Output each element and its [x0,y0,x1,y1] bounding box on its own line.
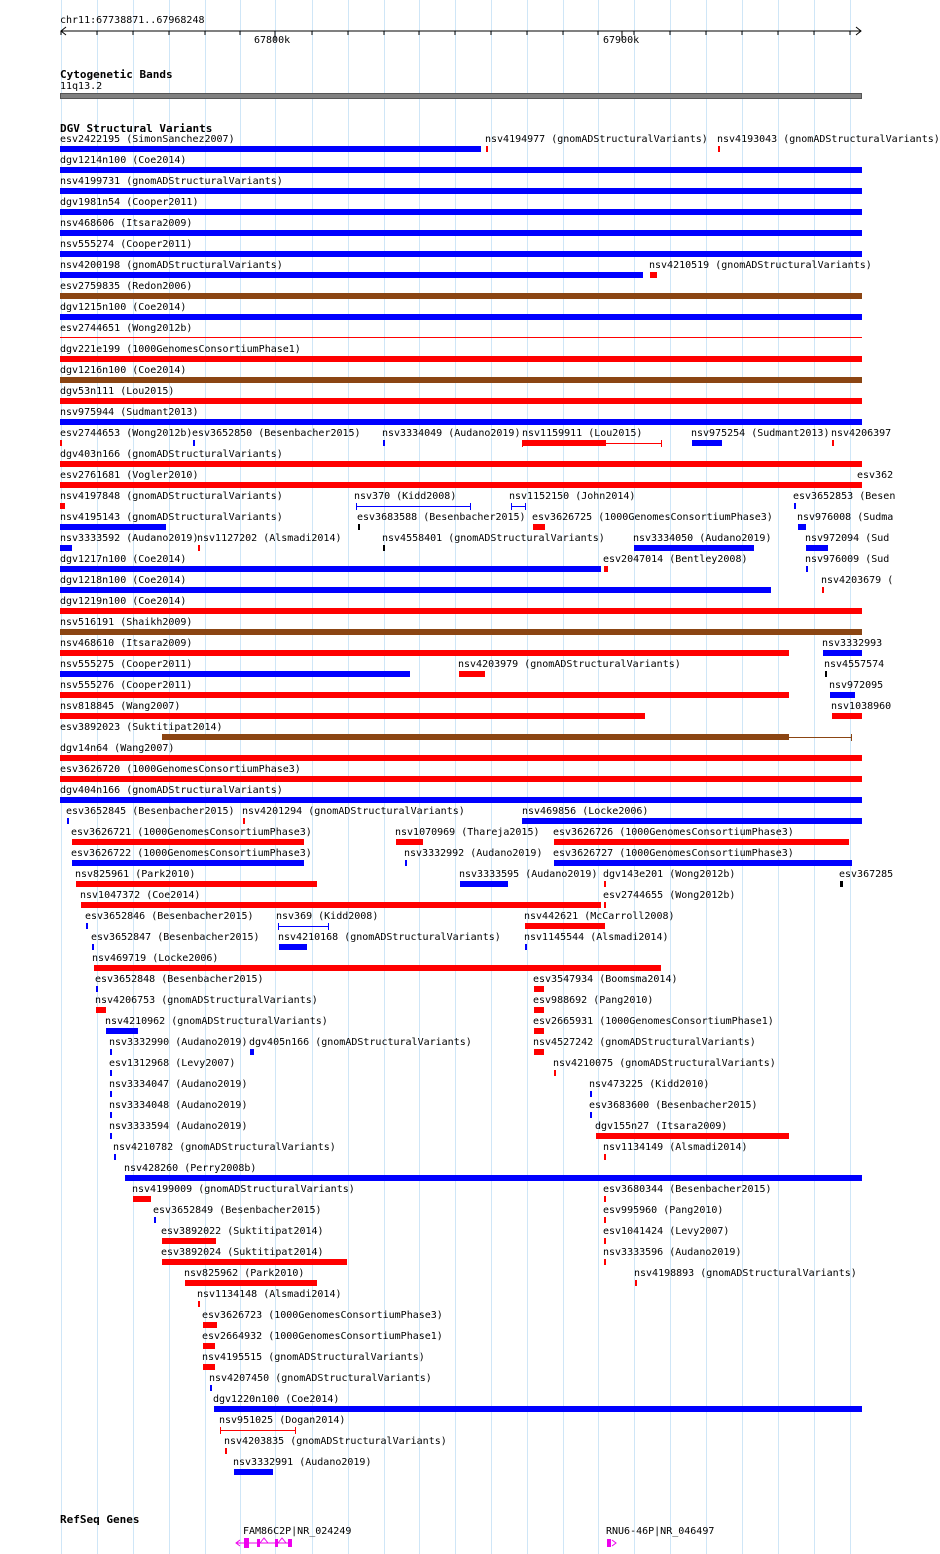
variant-label: dgv1215n100 (Coe2014) [60,302,187,313]
variant-bar[interactable] [60,713,645,719]
variant-label: dgv143e201 (Wong2012b) [603,869,736,880]
variant-bar[interactable] [60,587,771,593]
ruler-location: chr11:67738871..67968248 [60,15,205,26]
variant-bar[interactable] [81,902,601,908]
variant-bar[interactable] [554,839,849,845]
variant-bar[interactable] [60,188,862,194]
variant-bar[interactable] [60,293,862,299]
variant-bar[interactable] [554,860,852,866]
variant-bar[interactable] [60,545,72,551]
variant-label: nsv3332990 (Audano2019) [109,1037,248,1048]
variant-bar[interactable] [234,1469,273,1475]
variant-bar[interactable] [806,545,828,551]
variant-label: nsv3333595 (Audano2019) [459,869,598,880]
variant-bar[interactable] [604,1196,606,1202]
variant-span-cap[interactable] [356,503,357,510]
variant-bar[interactable] [857,482,862,488]
variant-bar[interactable] [822,587,824,593]
variant-bar[interactable] [825,671,827,677]
variant-label: nsv468610 (Itsara2009) [60,638,193,649]
variant-bar[interactable] [60,671,410,677]
variant-bar[interactable] [60,482,857,488]
variant-label: esv3652849 (Besenbacher2015) [153,1205,322,1216]
variant-label: nsv1038960 [831,701,892,712]
variant-bar[interactable] [522,818,862,824]
variant-span-cap[interactable] [511,503,512,510]
variant-bar[interactable] [806,566,808,572]
variant-bar[interactable] [110,1133,112,1139]
variant-bar[interactable] [534,1028,544,1034]
variant-bar[interactable] [525,944,527,950]
variant-bar[interactable] [60,524,166,530]
variant-label: esv1312968 (Levy2007) [109,1058,236,1069]
variant-label: nsv975254 (Sudmant2013) [691,428,830,439]
variant-bar[interactable] [133,1196,151,1202]
variant-bar[interactable] [830,692,855,698]
variant-bar[interactable] [650,272,657,278]
variant-bar[interactable] [110,1112,112,1118]
variant-label: nsv3333594 (Audano2019) [109,1121,248,1132]
variant-label: nsv1047372 (Coe2014) [80,890,201,901]
variant-label: nsv3334050 (Audano2019) [633,533,772,544]
variant-bar[interactable] [590,1091,592,1097]
variant-label: esv3626726 (1000GenomesConsortiumPhase3) [553,827,794,838]
variant-span-cap[interactable] [278,923,279,930]
variant-bar[interactable] [203,1343,215,1349]
variant-bar[interactable] [823,650,862,656]
variant-bar[interactable] [396,839,423,845]
variant-label: nsv4198893 (gnomADStructuralVariants) [634,1268,857,1279]
variant-bar[interactable] [794,503,796,509]
variant-bar[interactable] [604,1238,606,1244]
variant-label: nsv4199731 (gnomADStructuralVariants) [60,176,283,187]
variant-bar[interactable] [60,797,862,803]
variant-bar[interactable] [60,692,789,698]
gene-label: FAM86C2P|NR_024249 [243,1526,352,1537]
variant-label: dgv155n27 (Itsara2009) [595,1121,728,1132]
cytoband-bar[interactable] [60,93,862,99]
variant-label: nsv4557574 [824,659,885,670]
variant-bar[interactable] [125,1175,862,1181]
variant-bar[interactable] [110,1091,112,1097]
variant-bar[interactable] [203,1322,217,1328]
variant-bar[interactable] [72,839,304,845]
variant-label: nsv468606 (Itsara2009) [60,218,193,229]
variant-bar[interactable] [60,755,862,761]
variant-label: esv3683600 (Besenbacher2015) [589,1100,758,1111]
variant-bar[interactable] [405,860,407,866]
variant-label: esv3626722 (1000GenomesConsortiumPhase3) [71,848,312,859]
variant-label: nsv4200198 (gnomADStructuralVariants) [60,260,283,271]
variant-label: esv2744653 (Wong2012b) [60,428,193,439]
variant-bar[interactable] [60,608,862,614]
variant-bar[interactable] [692,440,722,446]
variant-bar[interactable] [106,1028,138,1034]
variant-label: nsv972094 (Sud [805,533,890,544]
variant-label: esv2664932 (1000GenomesConsortiumPhase1) [202,1331,443,1342]
variant-bar[interactable] [590,1112,592,1118]
variant-label: nsv442621 (McCarroll2008) [524,911,675,922]
variant-bar[interactable] [76,881,317,887]
variant-span-cap[interactable] [851,734,852,741]
variant-label: esv2744655 (Wong2012b) [603,890,736,901]
variant-label: nsv4203979 (gnomADStructuralVariants) [458,659,681,670]
variant-bar[interactable] [459,671,485,677]
variant-bar[interactable] [110,1049,112,1055]
variant-label: nsv1152150 (John2014) [509,491,636,502]
variant-label: esv3652853 (Besen [793,491,896,502]
variant-bar[interactable] [604,1154,606,1160]
variant-bar[interactable] [162,1238,216,1244]
variant-bar[interactable] [60,419,862,425]
variant-label: dgv1220n100 (Coe2014) [213,1394,340,1405]
variant-label: esv2744651 (Wong2012b) [60,323,193,334]
variant-bar[interactable] [96,986,98,992]
variant-span-line[interactable] [356,506,471,507]
variant-label: esv3652845 (Besenbacher2015) [66,806,235,817]
variant-label: esv2047014 (Bentley2008) [603,554,748,565]
variant-label: esv3652850 (Besenbacher2015) [192,428,361,439]
variant-label: dgv14n64 (Wang2007) [60,743,175,754]
variant-label: esv3652847 (Besenbacher2015) [91,932,260,943]
variant-bar[interactable] [635,1280,637,1286]
variant-bar[interactable] [60,398,862,404]
variant-label: nsv1070969 (Thareja2015) [395,827,540,838]
variant-label: nsv825961 (Park2010) [75,869,196,880]
variant-label: nsv555275 (Cooper2011) [60,659,193,670]
variant-label: nsv1159911 (Lou2015) [522,428,643,439]
variant-bar[interactable] [203,1364,215,1370]
variant-label: esv2761681 (Vogler2010) [60,470,199,481]
variant-bar[interactable] [214,1406,862,1412]
variant-bar[interactable] [383,545,385,551]
variant-label: nsv4210075 (gnomADStructuralVariants) [553,1058,776,1069]
dgv-track-title: DGV Structural Variants [60,122,213,135]
variant-bar[interactable] [185,1280,317,1286]
variant-span-line[interactable] [220,1430,296,1431]
variant-bar[interactable] [358,524,360,530]
variant-label: nsv972095 [829,680,884,691]
variant-bar[interactable] [60,209,862,215]
variant-bar[interactable] [198,545,200,551]
variant-bar[interactable] [604,1217,606,1223]
variant-bar[interactable] [60,377,862,383]
gene-model-rnu6-46p[interactable] [604,1536,624,1550]
variant-bar[interactable] [533,524,545,530]
variant-bar[interactable] [840,881,843,887]
variant-label: esv3626725 (1000GenomesConsortiumPhase3) [532,512,773,523]
variant-label: esv3626721 (1000GenomesConsortiumPhase3) [71,827,312,838]
cytoband-label: 11q13.2 [60,81,103,92]
variant-bar[interactable] [60,776,862,782]
variant-label: nsv1127202 (Alsmadi2014) [197,533,342,544]
variant-bar[interactable] [279,944,307,950]
variant-label: nsv1145544 (Alsmadi2014) [524,932,669,943]
variant-bar[interactable] [60,629,862,635]
variant-label: esv3892022 (Suktitipat2014) [161,1226,324,1237]
variant-span-cap[interactable] [328,923,329,930]
variant-label: nsv473225 (Kidd2010) [589,1079,710,1090]
variant-label: esv362 [857,470,894,481]
variant-bar[interactable] [154,1217,156,1223]
variant-label: nsv4210519 (gnomADStructuralVariants) [649,260,872,271]
variant-bar[interactable] [60,566,601,572]
variant-label: nsv370 (Kidd2008) [354,491,457,502]
variant-label: nsv825962 (Park2010) [184,1268,305,1279]
variant-label: dgv221e199 (1000GenomesConsortiumPhase1) [60,344,301,355]
variant-label: nsv4201294 (gnomADStructuralVariants) [242,806,465,817]
variant-bar[interactable] [72,860,304,866]
variant-bar[interactable] [162,734,789,740]
variant-bar[interactable] [604,566,608,572]
variant-bar[interactable] [525,923,605,929]
variant-label: nsv4195143 (gnomADStructuralVariants) [60,512,283,523]
variant-label: nsv3333596 (Audano2019) [603,1247,742,1258]
variant-bar[interactable] [96,1007,106,1013]
variant-label: nsv976008 (Sudma [797,512,894,523]
variant-span-cap[interactable] [295,1427,296,1434]
variant-label: nsv555276 (Cooper2011) [60,680,193,691]
gene-label: RNU6-46P|NR_046497 [606,1526,715,1537]
variant-bar[interactable] [250,1049,254,1055]
variant-label: dgv404n166 (gnomADStructuralVariants) [60,785,283,796]
variant-bar[interactable] [604,902,606,908]
variant-label: nsv1134149 (Alsmadi2014) [603,1142,748,1153]
variant-label: nsv4203835 (gnomADStructuralVariants) [224,1436,447,1447]
variant-label: dgv403n166 (gnomADStructuralVariants) [60,449,283,460]
variant-bar[interactable] [383,440,385,446]
variant-label: dgv53n111 (Lou2015) [60,386,175,397]
variant-bar[interactable] [534,1007,544,1013]
variant-label: esv3680344 (Besenbacher2015) [603,1184,772,1195]
variant-label: nsv4210962 (gnomADStructuralVariants) [105,1016,328,1027]
variant-bar[interactable] [60,650,789,656]
variant-label: nsv4210782 (gnomADStructuralVariants) [113,1142,336,1153]
variant-bar[interactable] [604,1259,606,1265]
cytoband-track-title: Cytogenetic Bands [60,68,173,81]
variant-bar[interactable] [67,818,69,824]
variant-span-cap[interactable] [661,440,662,447]
variant-label: nsv4203679 ( [821,575,894,586]
variant-label: dgv1981n54 (Cooper2011) [60,197,199,208]
variant-bar[interactable] [60,461,862,467]
refseq-track-title: RefSeq Genes [60,1513,140,1526]
variant-span-cap[interactable] [220,1427,221,1434]
variant-label: nsv4207450 (gnomADStructuralVariants) [209,1373,432,1384]
variant-label: nsv951025 (Dogan2014) [219,1415,346,1426]
variant-bar[interactable] [486,146,488,152]
variant-bar[interactable] [60,356,862,362]
variant-bar[interactable] [596,1133,789,1139]
variant-bar[interactable] [798,524,806,530]
variant-bar[interactable] [534,986,544,992]
variant-label: nsv3332991 (Audano2019) [233,1457,372,1468]
variant-label: nsv975944 (Sudmant2013) [60,407,199,418]
variant-label: nsv4195515 (gnomADStructuralVariants) [202,1352,425,1363]
variant-bar[interactable] [60,251,862,257]
variant-label: nsv3334049 (Audano2019) [382,428,521,439]
variant-span-line[interactable] [789,737,852,738]
variant-bar[interactable] [554,1070,556,1076]
variant-label: esv995960 (Pang2010) [603,1205,724,1216]
variant-label: nsv3332993 [822,638,883,649]
variant-label: esv2422195 (SimonSanchez2007) [60,134,235,145]
variant-label: esv3626727 (1000GenomesConsortiumPhase3) [553,848,794,859]
variant-label: nsv469856 (Locke2006) [522,806,649,817]
variant-label: nsv1134148 (Alsmadi2014) [197,1289,342,1300]
ruler-tick-label: 67900k [603,35,640,46]
variant-bar[interactable] [94,965,661,971]
variant-bar[interactable] [210,1385,212,1391]
variant-label: nsv976009 (Sud [805,554,890,565]
variant-label: nsv4527242 (gnomADStructuralVariants) [533,1037,756,1048]
variant-bar[interactable] [60,146,481,152]
variant-bar[interactable] [534,1049,544,1055]
variant-bar[interactable] [162,1259,347,1265]
variant-bar[interactable] [832,713,862,719]
variant-label: dgv1218n100 (Coe2014) [60,575,187,586]
variant-label: nsv818845 (Wang2007) [60,701,181,712]
variant-label: nsv4558401 (gnomADStructuralVariants) [382,533,605,544]
variant-label: esv3626720 (1000GenomesConsortiumPhase3) [60,764,301,775]
variant-bar[interactable] [92,944,94,950]
variant-label: nsv4194977 (gnomADStructuralVariants) [485,134,708,145]
variant-bar[interactable] [193,440,195,446]
variant-bar[interactable] [522,440,606,446]
variant-label: dgv1219n100 (Coe2014) [60,596,187,607]
variant-bar[interactable] [225,1448,227,1454]
variant-span-line[interactable] [511,506,526,507]
variant-label: nsv4197848 (gnomADStructuralVariants) [60,491,283,502]
variant-bar[interactable] [114,1154,116,1160]
variant-bar[interactable] [832,440,834,446]
variant-span-line[interactable] [278,926,329,927]
variant-label: esv367285 [839,869,894,880]
variant-label: dgv1214n100 (Coe2014) [60,155,187,166]
variant-bar[interactable] [110,1070,112,1076]
variant-bar[interactable] [634,545,754,551]
variant-bar[interactable] [60,440,62,446]
variant-bar[interactable] [198,1301,200,1307]
variant-bar[interactable] [60,314,862,320]
variant-label: dgv1217n100 (Coe2014) [60,554,187,565]
variant-label: nsv4206397 [831,428,892,439]
gene-model-fam86c2p[interactable] [230,1536,310,1550]
variant-label: nsv555274 (Cooper2011) [60,239,193,250]
variant-label: nsv469719 (Locke2006) [92,953,219,964]
variant-span-cap[interactable] [525,503,526,510]
variant-label: nsv369 (Kidd2008) [276,911,379,922]
variant-label: esv3652848 (Besenbacher2015) [95,974,264,985]
variant-label: nsv3332992 (Audano2019) [404,848,543,859]
variant-label: esv3626723 (1000GenomesConsortiumPhase3) [202,1310,443,1321]
variant-bar[interactable] [86,923,88,929]
variant-bar[interactable] [60,167,862,173]
variant-bar[interactable] [60,230,862,236]
variant-label: esv988692 (Pang2010) [533,995,654,1006]
variant-label: nsv516191 (Shaikh2009) [60,617,193,628]
variant-label: dgv1216n100 (Coe2014) [60,365,187,376]
variant-label: esv1041424 (Levy2007) [603,1226,730,1237]
variant-label: nsv4210168 (gnomADStructuralVariants) [278,932,501,943]
variant-bar[interactable] [718,146,720,152]
variant-label: nsv3334048 (Audano2019) [109,1100,248,1111]
variant-bar[interactable] [460,881,508,887]
variant-label: nsv3334047 (Audano2019) [109,1079,248,1090]
variant-bar[interactable] [60,272,643,278]
variant-label: esv2665931 (1000GenomesConsortiumPhase1) [533,1016,774,1027]
variant-label: dgv405n166 (gnomADStructuralVariants) [249,1037,472,1048]
variant-bar[interactable] [60,337,862,338]
ruler-tick-label: 67800k [254,35,291,46]
variant-label: esv2759835 (Redon2006) [60,281,193,292]
variant-span-cap[interactable] [470,503,471,510]
variant-label: esv3892023 (Suktitipat2014) [60,722,223,733]
variant-label: nsv4206753 (gnomADStructuralVariants) [95,995,318,1006]
variant-label: esv3683588 (Besenbacher2015) [357,512,526,523]
variant-label: esv3892024 (Suktitipat2014) [161,1247,324,1258]
ruler-axis [0,0,890,60]
variant-label: nsv428260 (Perry2008b) [124,1163,257,1174]
variant-bar[interactable] [60,503,65,509]
variant-label: nsv4199009 (gnomADStructuralVariants) [132,1184,355,1195]
variant-label: nsv4193043 (gnomADStructuralVariants) [717,134,940,145]
variant-label: esv3652846 (Besenbacher2015) [85,911,254,922]
variant-bar[interactable] [604,881,606,887]
variant-label: nsv3333592 (Audano2019) [60,533,199,544]
variant-bar[interactable] [243,818,245,824]
variant-label: esv3547934 (Boomsma2014) [533,974,678,985]
